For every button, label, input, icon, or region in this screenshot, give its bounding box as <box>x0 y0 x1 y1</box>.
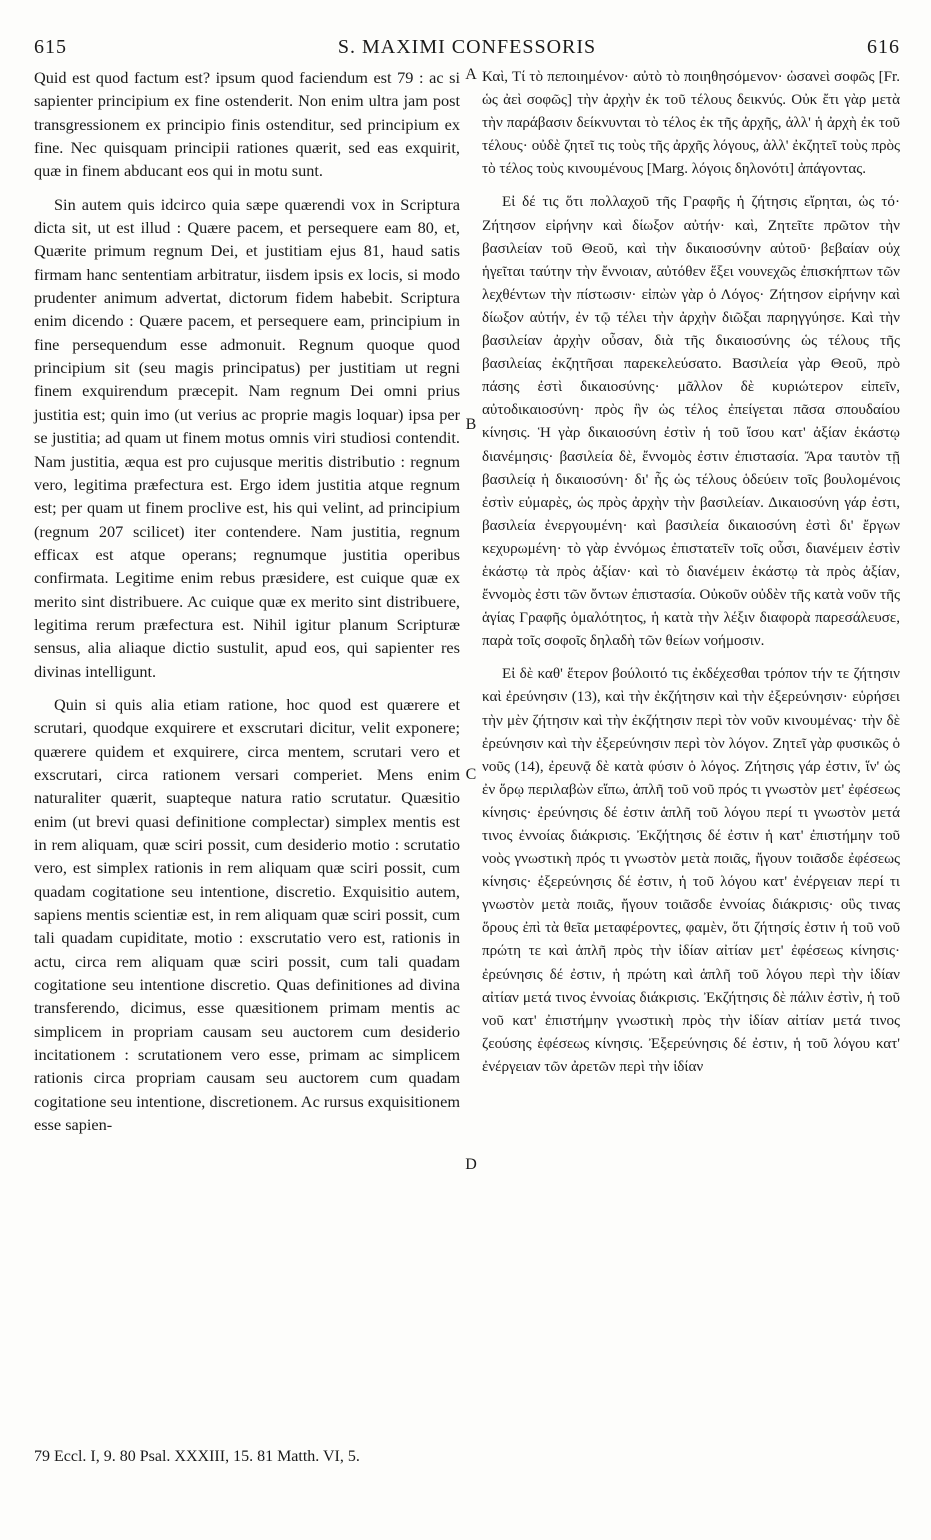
footnotes: 79 Eccl. I, 9. 80 Psal. XXXIII, 15. 81 Matth. VI, 5. <box>34 1448 360 1465</box>
right-page-number: 616 <box>867 36 900 58</box>
running-title: S. MAXIMI CONFESSORIS <box>337 36 597 58</box>
margin-letter-d: D <box>465 1156 477 1173</box>
running-header <box>34 36 900 62</box>
greek-paragraph: Εἰ δὲ καθ' ἕτερον βούλοιτό τις ἐκδέχεσθαι τρόπον τήν τε ζήτησιν καὶ ἐρεύνησιν (13), καὶ τὴν ἐκζήτησιν καὶ τὴν ἐξερεύνησιν· εὑρήσει τὴν μὲν ζήτησιν καὶ τὴν ἐκζήτησιν περὶ τὸν νοῦν κινουμένας· τὴν δὲ ἐρεύνησιν καὶ τὴν ἐξερεύνησιν περὶ τὸν λόγον. Ζητεῖ γὰρ φυσικῶς ὁ νοῦς (14), ἐρευνᾷ δὲ κατὰ φύσιν ὁ λόγος. Ζήτησις γάρ ἐστιν, ἵν' ὡς ἐν ὅρῳ περιλαβὼν εἴπω, ἁπλῆ τοῦ νοῦ πρός τι γνωστὸν μετ' ἐφέσεως κίνησις· ἐρεύνησις δέ ἐστιν ἁπλῆ τοῦ λόγου περί τι γνωστὸν μετά τινος ἐννοίας διάκρισις. Ἐκζήτησις δέ ἐστιν ἡ κατ' ἐπιστήμην τοῦ νοὸς γνωστικὴ πρός τι γνωστὸν μετὰ ποιᾶς, ἤγουν τοιᾶσδε ἐφέσεως κίνησις· ἐξερεύνησις δέ ἐστιν, ἡ τοῦ λόγου κατ' ἐνέργειαν περί τι γνωστὸν μετὰ ποιᾶς, ἤγουν τοιᾶσδε ἐννοίας διάκρισις· οὓς τινας ὅρους ἐπὶ τὰ θεῖα μεταφέροντες, φαμὲν, ὅτι ζήτησίς ἐστιν ἡ τοῦ νοῦ πρώτη τε καὶ ἁπλῆ πρὸς τὴν ἰδίαν αἰτίαν μετ' ἐφέσεως κίνησις· ἐρεύνησις δέ ἐστιν, ἡ πρώτη καὶ ἁπλῆ τοῦ λόγου περὶ τὴν ἰδίαν αἰτίαν μετά τινος ἐννοίας διάκρισις. Ἐκζήτησις δὲ πάλιν ἐστὶν, ἡ τοῦ νοῦ κατ' ἐπιστήμην γνωστικὴ πρὸς τὴν ἰδίαν αἰτίαν μετά τινος ζεούσης ἐφέσεως κίνησις. Ἐξερεύνησις δέ ἐστιν, ἡ τοῦ λόγου κατ' ἐνέργειαν τῶν ἀρετῶν περὶ τὴν ἰδίαν <box>482 666 900 1075</box>
greek-paragraph: Εἰ δέ τις ὅτι πολλαχοῦ τῆς Γραφῆς ἡ ζήτησις εἴρηται, ὡς τό· Ζήτησον εἰρήνην καὶ δίωξον αὐτήν· καὶ, Ζητεῖτε πρῶτον τὴν βασιλείαν τοῦ Θεοῦ, καὶ τὴν δικαιοσύνην αὐτοῦ· βεβαίαν οὐχ ἡγεῖται ταύτην τὴν ἔννοιαν, αὐτόθεν ἕξει νουνεχῶς ἐπισκήπτων τῶν λεχθέντων τὴν πίστωσιν· εἰπὼν γὰρ ὁ Λόγος· Ζήτησον εἰρήνην καὶ δίωξον αὐτήν, ἐν τῷ τέλει τὴν ἀρχὴν διῶξαι παρηγγύησε. Καὶ τὴν βασιλείαν ἀρχὴν οὖσαν, διὰ τῆς δικαιοσύνης ὡς τέλους τῆς βασιλείας ἐκζητῆσαι παρεκελεύσατο. Βασιλεία γὰρ Θεοῦ, πρὸ πάσης ἐστὶ δικαιοσύνης· μᾶλλον δὲ κυριώτερον εἰπεῖν, αὐτοδικαιοσύνη· πρὸς ἣν ὡς τέλος ἐπείγεται πᾶσα σπουδαίου κίνησις. Ἡ γὰρ δικαιοσύνη ἐστὶν ἡ τοῦ ἴσου κατ' ἀξίαν ἑκάστῳ διανέμησις· βασιλεία δὲ, ἔννομὸς ἐστιν ἐπιστασία. Ἄρα ταυτὸν τῇ βασιλείᾳ ἡ δικαιοσύνη· δι' ἧς ὡς τέλους ὁδεύειν τοῖς βουλομένοις ἐστὶν εὐμαρὲς, ὡς πρὸς ἀρχὴν τὴν βασιλείαν. Δικαιοσύνη γάρ ἐστι, βασιλεία ἐνεργουμένη· καὶ βασιλεία δικαιοσύνη ἐστὶ δι' ἔργων κεχυρωμένη· τὸ γὰρ ἐννόμως ἐπιστατεῖν τοῖς οὖσι, διανέμειν ἐστὶν ἑκάστῳ τὰ πρὸς ἀξίαν· καὶ τὸ διανέμειν ἑκάστῳ τὰ πρὸς ἀξίαν, ἔννομὸς ἐστι τῶν ὄντων ἐπιστασία. Οὐκοῦν οὐδὲν τῆς κατὰ νοῦν τῆς ἁγίας Γραφῆς ὁμαλότητος, ἡ κατὰ τὴν λέξιν διαφορὰ παρεσάλευσε, παρὰ τοῖς σοφοῖς δηλαδὴ τῶν θείων νοήμοσιν. <box>482 194 900 650</box>
latin-paragraph: Quin si quis alia etiam ratione, hoc quod est quærere et scrutari, quodque exquirere et exscrutari dicitur, velit exponere; quærere quidem et exquirere, circa mentem, scrutari vero et exscrutari, circa rationem versari comperiet. Mens enim naturaliter quærit, suapteque natura ratio scrutatur. Quæsitio enim (ut brevi quasi definitione complectar) simplex mentis est in rem aliquam, quæ sciri possit, cum desiderio motio : scrutatio vero, est simplex rationis in rem aliquam quæ sciri possit, cum quadam cogitatione seu intentione, discretio. Exquisitio autem, sapiens mentis scientiæ est, in rem aliquam quæ sciri possit, cum tali quadam cupiditate, motio : exscrutatio vero est, rationis in actu, circa rem aliquam quæ sciri possit, cum tali quadam cogitatione seu intentione discretio. Quas definitiones ad divina transferendo, dicimus, esse quæsitionem primam mentis ac simplicem in propriam causam seu auctorem cum desiderio incitationem : scrutationem vero esse, primam ac simplicem rationis circa propriam causam seu auctorem cum quadam cogitatione seu intentione, discretionem. Ac rursus exquisitionem esse sapien- <box>34 694 460 1135</box>
latin-paragraph: Sin autem quis idcirco quia sæpe quærendi vox in Scriptura dicta sit, ut est illud : Quære pacem, et persequere eam 80, et, Quærite primum regnum Dei, et justitiam ejus 81, haud satis firmam hanc sententiam arbitratur, iisdem ipsis ex locis, si modo prudenter animum advertat, dictorum fidem habebit. Scriptura enim dicendo : Quære pacem, et persequere eam, principium in fine persequendum esse admonuit. Regnum quoque quod principium sit (seu magis principatus) per justitiam ut regni finem exquirendum præcepit. Nam regnum Dei omni prius justitia est; quin imo (ut verius ac proprie magis loquar) ipsa per se justitia; ad quam ut finem motus omnis viri studiosi contendit. Nam justitia, æqua est pro cujusque meritis distributio : regnum vero, legitima præfectura est. Ergo idem justitia atque regnum est; per quam ut finem proclive est, his qui velint, ad principium (regnum 207 scilicet) iter contendere. Nam justitia, regnum efficax est atque operans; regnumque justitia operibus confirmata. Legitime enim rebus præsidere, est cuique quæ ex merito sint distribuere. Ac cuique quæ ex merito sint distribuere, legitima rerum præfectura est. Nihil igitur planum Scripturæ sensus, alia aliaque dictio sustulit, apud eos, qui sapienter res divinas intelligunt. <box>34 194 460 681</box>
margin-letter-a: A <box>465 66 477 83</box>
margin-letter-c: C <box>465 766 477 783</box>
margin-letter-b: B <box>465 416 477 433</box>
greek-paragraph: Καὶ, Τί τὸ πεποιημένον· αὐτὸ τὸ ποιηθησόμενον· ὡσανεὶ σοφῶς [Fr. ὡς ἀεὶ σοφῶς] τὴν ἀρχὴν ἐκ τοῦ τέλους δεικνύς. Οὐκ ἔτι γὰρ μετὰ τὴν παράβασιν δείκνυνται τὸ τέλος ἐκ τῆς ἀρχῆς, ἀλλ' ἡ ἀρχὴ ἐκ τοῦ τέλους· οὐδὲ ζητεῖ τις τοὺς τῆς ἀρχῆς λόγους, ἀλλ' ἐκζητεῖ τοὺς πρὸς τὸ τέλος τοὺς κινουμένους [Marg. λόγοις δηλονότι] ἀπάγοντας. <box>482 69 900 178</box>
greek-column <box>482 66 900 1079</box>
left-page-number: 615 <box>34 36 67 58</box>
latin-paragraph: Quid est quod factum est? ipsum quod faciendum est 79 : ac si sapienter principium ex fine ostenderit. Non enim ultra jam post transgressionem ex principio finis ostenditur, sed principium ex fine. Nec quisquam principii rationes quærit, sed eas exquirit, quæ in finem abducant eos qui in motu sunt. <box>34 68 460 181</box>
latin-column <box>34 66 460 1136</box>
